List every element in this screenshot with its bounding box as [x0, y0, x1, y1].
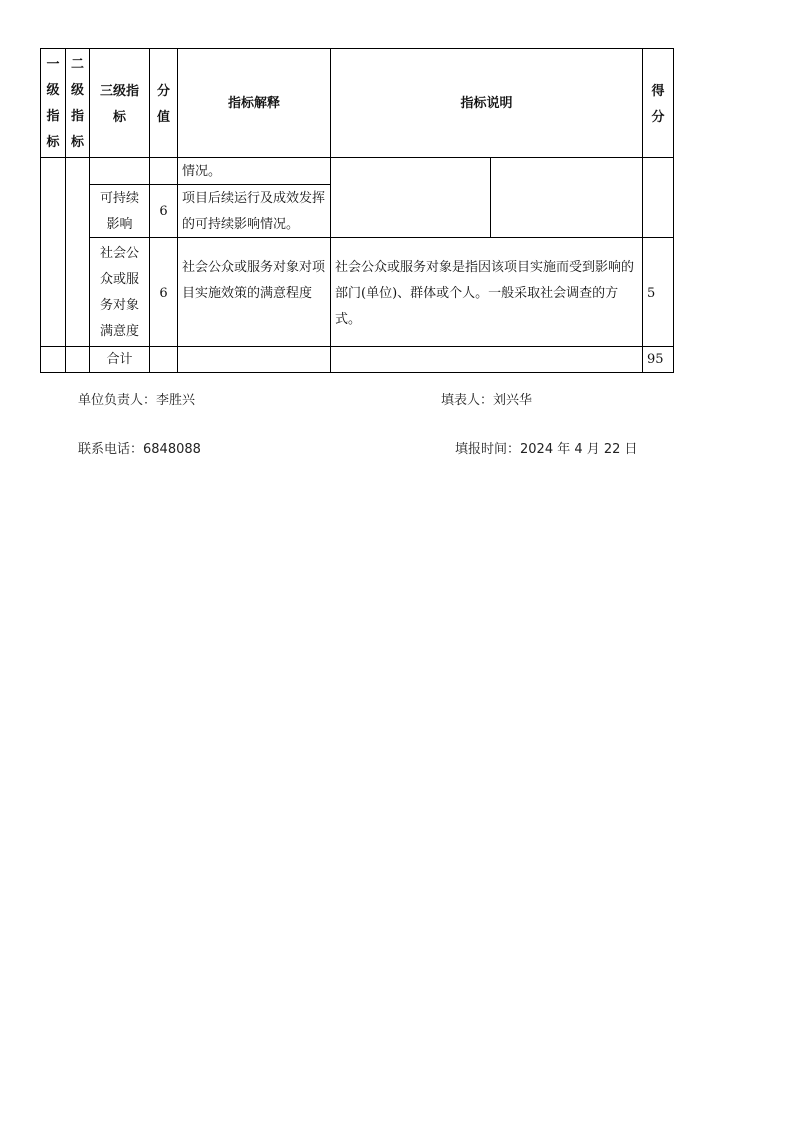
header-level1: 一级指标 — [46, 57, 60, 150]
header-explanation: 指标解释 — [227, 96, 280, 111]
row3-explanation: 社会公众或服务对象对项目实施效策的满意程度 — [182, 260, 326, 301]
header-description: 指标说明 — [460, 96, 513, 111]
row3-score: 5 — [647, 286, 656, 301]
total-score: 95 — [647, 352, 664, 367]
row3-description: 社会公众或服务对象是指因该项目实施而受到影响的部门(单位)、群体或个人。一般采取社会调查的方式。 — [335, 260, 635, 327]
row3-level3: 社会公众或服务对象满意度 — [99, 246, 139, 339]
form-filler: 填表人：刘兴华 — [441, 393, 533, 408]
header-level3: 三级指标 — [99, 84, 139, 125]
contact-phone: 联系电话：6848088 — [78, 442, 201, 457]
header-score: 得分 — [651, 84, 665, 125]
row2-level3: 可持续影响 — [99, 191, 139, 232]
row3-score-value: 6 — [159, 286, 168, 301]
row2-explanation: 项目后续运行及成效发挥的可持续影响情况。 — [182, 191, 326, 232]
header-level2: 二级指标 — [70, 57, 84, 150]
total-label: 合计 — [106, 352, 133, 367]
row1-score-value — [150, 159, 177, 185]
report-date: 填报时间：2024 年 4 月 22 日 — [455, 442, 638, 457]
row1-explanation: 情况。 — [182, 164, 222, 179]
row1-level3 — [90, 159, 149, 185]
row2-score-value: 6 — [159, 204, 168, 219]
header-score-value: 分值 — [156, 84, 170, 125]
performance-evaluation-table — [40, 48, 674, 373]
unit-head: 单位负责人：李胜兴 — [78, 393, 196, 408]
